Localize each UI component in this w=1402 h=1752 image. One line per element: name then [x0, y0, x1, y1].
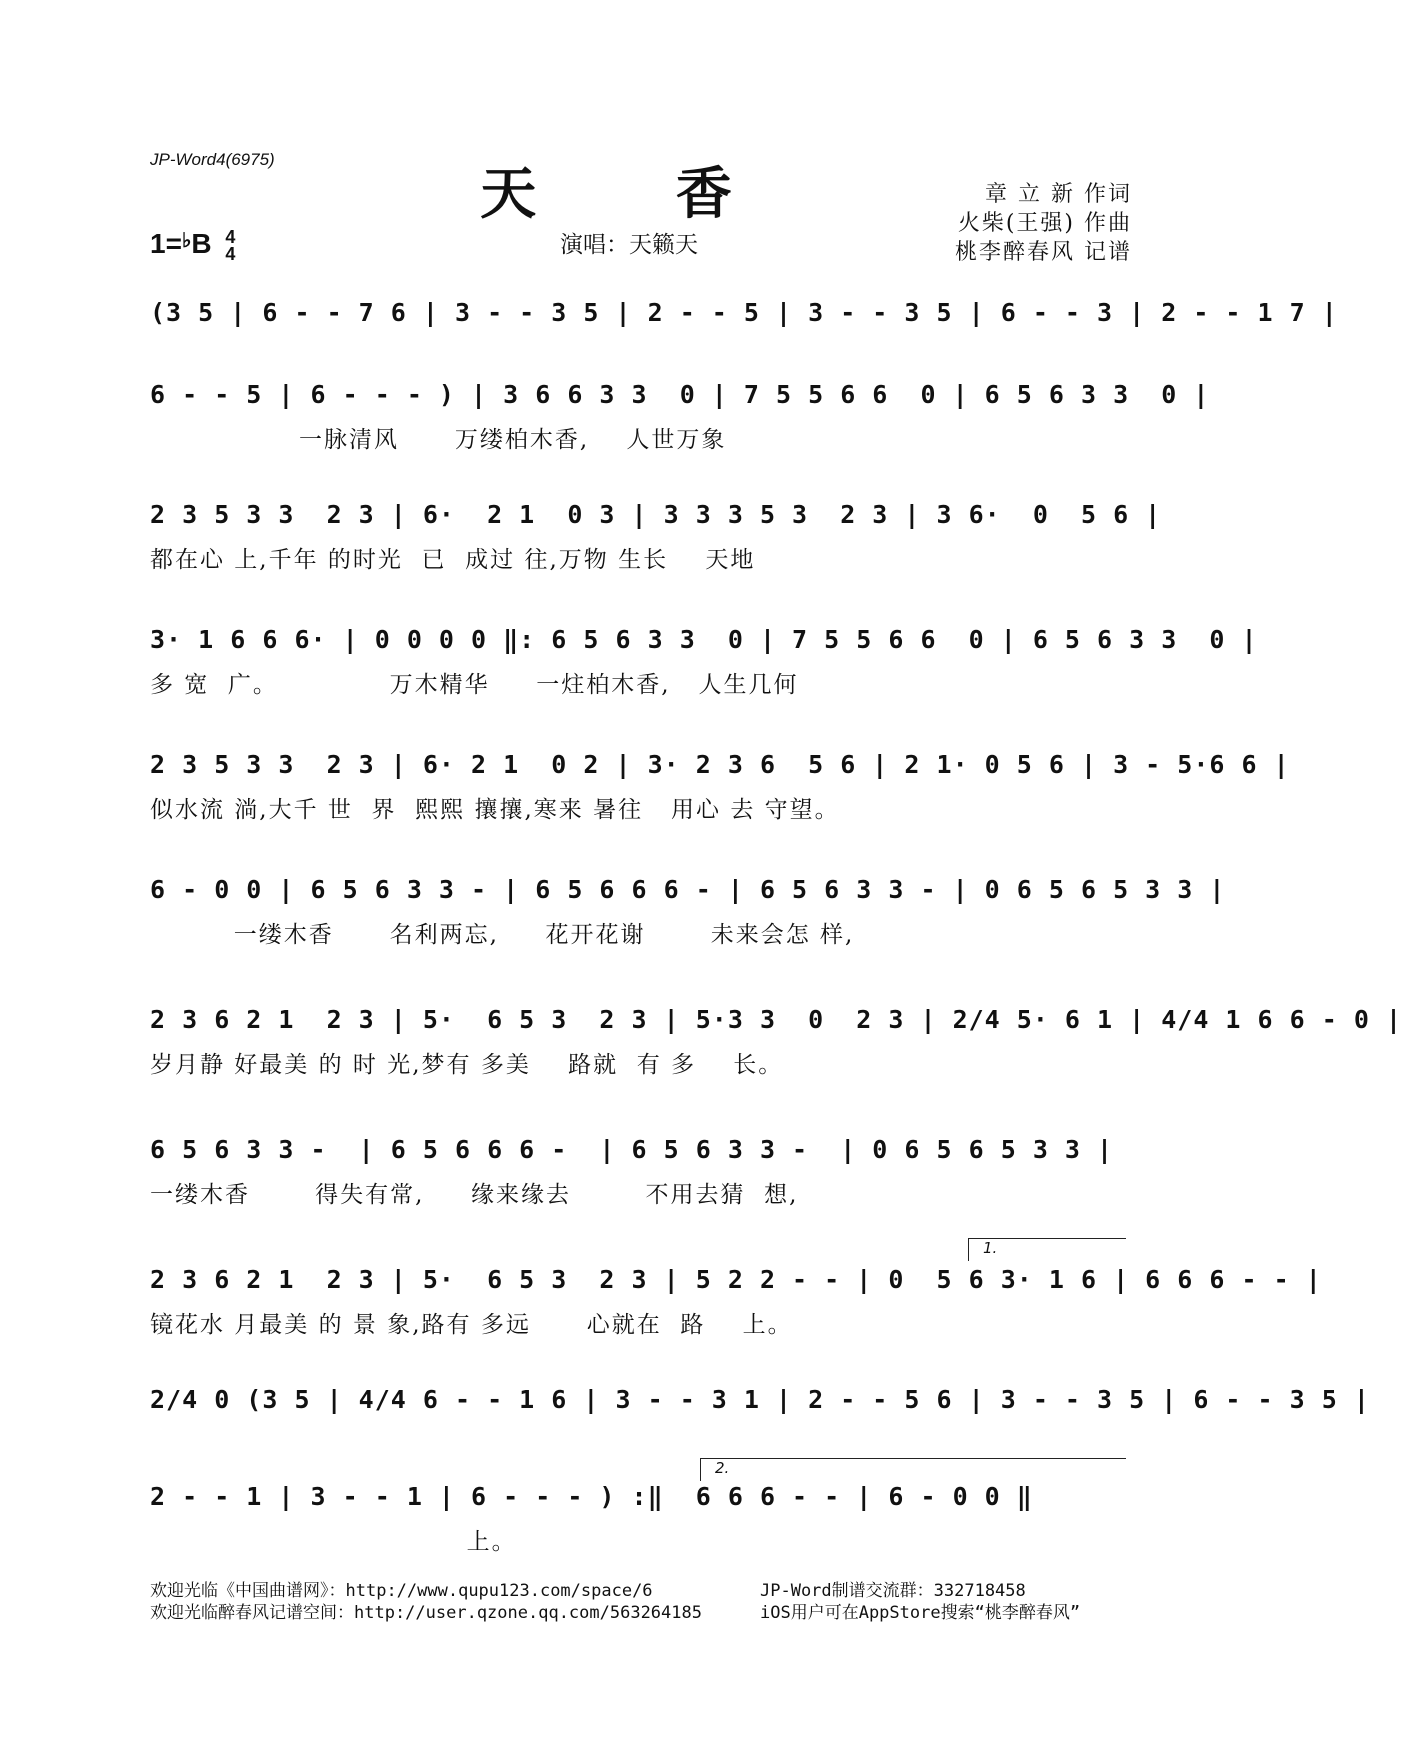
key-prefix: 1= — [150, 228, 182, 259]
notes-line: (3 5 | 6 - - 7 6 | 3 - - 3 5 | 2 - - 5 | 3 - - 3 5 | 6 - - 3 | 2 - - 1 7 | — [150, 298, 1338, 327]
notes-line: 6 - - 5 | 6 - - - ) | 3 6 6 3 3 0 | 7 5 5 6 6 0 | 6 5 6 3 3 0 | — [150, 380, 1210, 409]
lyrics-line: 岁月静 好最美 的 时 光,梦有 多美 路就 有 多 长。 — [150, 1052, 784, 1078]
song-title: 天 香 — [480, 161, 792, 227]
first-ending-label: 1. — [983, 1239, 998, 1257]
notes-line: 6 - 0 0 | 6 5 6 3 3 - | 6 5 6 6 6 - | 6 5 6 3 3 - | 0 6 5 6 5 3 3 | — [150, 875, 1226, 904]
composer-credit: 火柴(王强) 作曲 — [957, 211, 1132, 236]
score-line-8 — [150, 1135, 1125, 1209]
lyricist-credit: 章 立 新 作词 — [985, 182, 1132, 207]
lyrics-line: 一缕木香 得失有常, 缘来缘去 不用去猜 想, — [150, 1182, 799, 1208]
footer-left — [150, 1580, 702, 1624]
footer-link-qzone[interactable]: 欢迎光临醉春风记谱空间：http://user.qzone.qq.com/563264185 — [150, 1603, 702, 1623]
lyrics-line: 一脉清风 万缕柏木香, 人世万象 — [150, 427, 727, 453]
source-label: JP-Word4(6975) — [150, 150, 275, 169]
notes-line: 6 5 6 3 3 - | 6 5 6 6 6 - | 6 5 6 3 3 - | 0 6 5 6 5 3 3 | — [150, 1135, 1114, 1164]
time-bottom: 4 — [225, 243, 236, 264]
key-signature — [150, 228, 235, 263]
score-line-9 — [150, 1265, 1322, 1339]
score-line-2 — [150, 380, 1210, 454]
notes-line: 2 3 5 3 3 2 3 | 6· 2 1 0 2 | 3· 2 3 6 5 6 | 2 1· 0 5 6 | 3 - 5·6 6 | — [150, 750, 1290, 779]
key-note: B — [191, 228, 212, 259]
notes-line: 2 3 5 3 3 2 3 | 6· 2 1 0 3 | 3 3 3 5 3 2 3 | 3 6· 0 5 6 | — [150, 500, 1162, 529]
lyrics-line: 一缕木香 名利两忘, 花开花谢 未来会怎 样, — [150, 922, 855, 948]
lyrics-line: 镜花水 月最美 的 景 象,路有 多远 心就在 路 上。 — [150, 1312, 793, 1338]
score-line-5 — [150, 750, 1290, 824]
notes-line: 2 - - 1 | 3 - - 1 | 6 - - - ) :‖ 6 6 6 - - | 6 - 0 0 ‖ — [150, 1482, 1033, 1511]
flat-sign: ♭ — [181, 230, 192, 252]
time-signature — [225, 226, 236, 264]
lyrics-line: 多 宽 广。 万木精华 一炷柏木香, 人生几何 — [150, 672, 799, 698]
first-ending-bracket — [968, 1238, 1126, 1261]
footer-right — [760, 1580, 1080, 1624]
credits — [955, 180, 1132, 267]
transcriber-credit: 桃李醉春风 记谱 — [955, 240, 1132, 265]
singer-label: 演唱：天籁天 — [560, 232, 698, 258]
lyrics-line: 上。 — [150, 1529, 517, 1555]
score-line-1 — [150, 298, 1338, 327]
notes-line: 2 3 6 2 1 2 3 | 5· 6 5 3 2 3 | 5 2 2 - - | 0 5 6 3· 1 6 | 6 6 6 - - | — [150, 1265, 1322, 1294]
lyrics-line: 似水流 淌,大千 世 界 熙熙 攘攘,寒来 暑往 用心 去 守望。 — [150, 797, 840, 823]
score-line-4 — [150, 625, 1258, 699]
second-ending-bracket — [700, 1458, 1126, 1481]
footer-link-qupu[interactable]: 欢迎光临《中国曲谱网》：http://www.qupu123.com/space/6 — [150, 1581, 653, 1601]
notes-line: 2/4 0 (3 5 | 4/4 6 - - 1 6 | 3 - - 3 1 | 2 - - 5 6 | 3 - - 3 5 | 6 - - 3 5 | — [150, 1385, 1370, 1414]
footer-group-info: JP-Word制谱交流群：332718458 — [760, 1581, 1026, 1601]
footer-ios-info: iOS用户可在AppStore搜索“桃李醉春风” — [760, 1603, 1081, 1623]
second-ending-label: 2. — [715, 1459, 730, 1477]
score-line-7 — [150, 1005, 1402, 1079]
notes-line: 3· 1 6 6 6· | 0 0 0 0 ‖: 6 5 6 3 3 0 | 7 5 5 6 6 0 | 6 5 6 3 3 0 | — [150, 625, 1258, 654]
time-top: 4 — [225, 226, 236, 247]
notes-line: 2 3 6 2 1 2 3 | 5· 6 5 3 2 3 | 5·3 3 0 2 3 | 2/4 5· 6 1 | 4/4 1 6 6 - 0 | — [150, 1005, 1402, 1034]
score-line-3 — [150, 500, 1162, 574]
score-line-10 — [150, 1385, 1370, 1414]
score-line-11 — [150, 1482, 1125, 1556]
score-line-6 — [150, 875, 1226, 949]
lyrics-line: 都在心 上,千年 的时光 已 成过 往,万物 生长 天地 — [150, 547, 756, 573]
